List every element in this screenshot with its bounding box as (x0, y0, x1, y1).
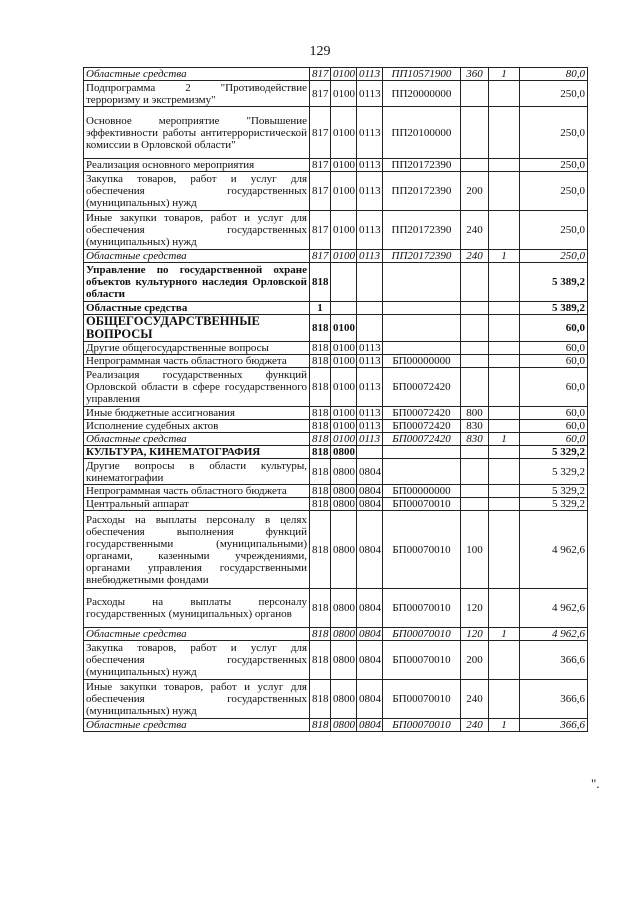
cell-source (489, 498, 520, 511)
cell-name: Областные средства (84, 433, 310, 446)
cell-ved: 818 (310, 407, 331, 420)
cell-rz: 0800 (331, 719, 357, 732)
table-row (84, 446, 588, 459)
cell-csr: ПП20100000 (383, 107, 461, 159)
table-row (84, 511, 588, 589)
cell-csr: ПП20000000 (383, 81, 461, 107)
cell-csr: БП00070010 (383, 641, 461, 680)
cell-ved: 818 (310, 446, 331, 459)
cell-source (489, 420, 520, 433)
cell-source (489, 81, 520, 107)
cell-source (489, 107, 520, 159)
table-row (84, 368, 588, 407)
table-row (84, 680, 588, 719)
cell-vr (461, 107, 489, 159)
cell-rz: 0800 (331, 459, 357, 485)
cell-name: Другие вопросы в области культуры, кинематографии (84, 459, 310, 485)
cell-name: Расходы на выплаты персоналу государственных (муниципальных) органов (84, 589, 310, 628)
cell-source (489, 302, 520, 315)
cell-sum: 250,0 (520, 159, 588, 172)
cell-ved: 818 (310, 641, 331, 680)
cell-rz: 0800 (331, 511, 357, 589)
cell-ved: 817 (310, 107, 331, 159)
cell-pr: 0804 (357, 485, 383, 498)
cell-pr: 0113 (357, 368, 383, 407)
cell-pr: 0804 (357, 459, 383, 485)
cell-pr (357, 446, 383, 459)
cell-source (489, 159, 520, 172)
cell-source (489, 511, 520, 589)
cell-source (489, 459, 520, 485)
cell-sum: 5 329,2 (520, 485, 588, 498)
cell-name: Областные средства (84, 302, 310, 315)
cell-pr (357, 315, 383, 342)
cell-vr: 240 (461, 719, 489, 732)
cell-rz: 0800 (331, 498, 357, 511)
cell-sum: 60,0 (520, 355, 588, 368)
cell-pr: 0804 (357, 641, 383, 680)
cell-pr: 0804 (357, 719, 383, 732)
table-row (84, 498, 588, 511)
cell-source (489, 211, 520, 250)
cell-ved: 818 (310, 589, 331, 628)
cell-sum: 4 962,6 (520, 589, 588, 628)
cell-vr (461, 302, 489, 315)
cell-ved: 818 (310, 680, 331, 719)
closing-quote-mark: ". (591, 776, 600, 791)
cell-sum: 60,0 (520, 315, 588, 342)
cell-ved: 817 (310, 68, 331, 81)
table-row (84, 485, 588, 498)
cell-name: Областные средства (84, 719, 310, 732)
cell-vr (461, 498, 489, 511)
cell-pr: 0113 (357, 355, 383, 368)
cell-name: Закупка товаров, работ и услуг для обеспечения государственных (муниципальных) нужд (84, 641, 310, 680)
cell-csr: ПП10571900 (383, 68, 461, 81)
table-row (84, 407, 588, 420)
cell-csr: БП00000000 (383, 355, 461, 368)
cell-vr (461, 263, 489, 302)
cell-name: Иные закупки товаров, работ и услуг для обеспечения государственных (муниципальных) нужд (84, 211, 310, 250)
cell-vr: 240 (461, 680, 489, 719)
cell-ved: 818 (310, 485, 331, 498)
cell-sum: 80,0 (520, 68, 588, 81)
cell-source (489, 172, 520, 211)
cell-ved: 818 (310, 420, 331, 433)
cell-source: 1 (489, 250, 520, 263)
cell-sum: 60,0 (520, 407, 588, 420)
cell-pr: 0113 (357, 159, 383, 172)
cell-source (489, 355, 520, 368)
cell-pr: 0113 (357, 407, 383, 420)
cell-vr (461, 459, 489, 485)
cell-vr: 200 (461, 172, 489, 211)
cell-name: Непрограммная часть областного бюджета (84, 355, 310, 368)
cell-csr: БП00000000 (383, 485, 461, 498)
cell-pr: 0804 (357, 628, 383, 641)
cell-vr (461, 485, 489, 498)
table-row (84, 211, 588, 250)
cell-name: Расходы на выплаты персоналу в целях обеспечения выполнения функций государственными (муниципальными) органами, казенными учреждениями, органами управления государственными внебюджетными фондами (84, 511, 310, 589)
cell-source: 1 (489, 628, 520, 641)
cell-source: 1 (489, 719, 520, 732)
cell-name: Другие общегосударственные вопросы (84, 342, 310, 355)
cell-pr: 0113 (357, 420, 383, 433)
cell-ved: 817 (310, 81, 331, 107)
cell-sum: 366,6 (520, 680, 588, 719)
cell-csr (383, 302, 461, 315)
cell-vr: 830 (461, 420, 489, 433)
cell-vr (461, 159, 489, 172)
cell-name: Реализация основного мероприятия (84, 159, 310, 172)
cell-vr: 100 (461, 511, 489, 589)
cell-rz (331, 302, 357, 315)
cell-ved: 817 (310, 159, 331, 172)
cell-ved: 817 (310, 250, 331, 263)
cell-name: Реализация государственных функций Орловской области в сфере государственного управления (84, 368, 310, 407)
cell-vr: 120 (461, 628, 489, 641)
table-row (84, 433, 588, 446)
table-row (84, 172, 588, 211)
cell-name: Непрограммная часть областного бюджета (84, 485, 310, 498)
cell-ved: 818 (310, 315, 331, 342)
cell-pr: 0804 (357, 498, 383, 511)
table-row (84, 628, 588, 641)
cell-sum: 250,0 (520, 81, 588, 107)
cell-pr (357, 302, 383, 315)
cell-csr: БП00070010 (383, 628, 461, 641)
cell-source (489, 407, 520, 420)
page-number: 129 (309, 44, 331, 59)
budget-table-body (84, 68, 588, 732)
cell-vr: 360 (461, 68, 489, 81)
cell-rz: 0800 (331, 641, 357, 680)
cell-sum: 366,6 (520, 641, 588, 680)
cell-ved: 818 (310, 459, 331, 485)
cell-rz: 0100 (331, 433, 357, 446)
cell-csr: БП00072420 (383, 420, 461, 433)
table-row (84, 420, 588, 433)
table-row (84, 342, 588, 355)
cell-sum: 5 389,2 (520, 302, 588, 315)
cell-pr: 0113 (357, 342, 383, 355)
cell-sum: 60,0 (520, 420, 588, 433)
budget-table (83, 67, 588, 732)
cell-pr: 0113 (357, 68, 383, 81)
cell-csr (383, 446, 461, 459)
cell-rz: 0100 (331, 355, 357, 368)
cell-rz: 0800 (331, 446, 357, 459)
cell-ved: 818 (310, 433, 331, 446)
cell-name: Иные бюджетные ассигнования (84, 407, 310, 420)
table-row (84, 81, 588, 107)
cell-sum: 4 962,6 (520, 628, 588, 641)
cell-ved: 818 (310, 498, 331, 511)
cell-vr: 120 (461, 589, 489, 628)
cell-sum: 5 389,2 (520, 263, 588, 302)
cell-name: Иные закупки товаров, работ и услуг для обеспечения государственных (муниципальных) нужд (84, 680, 310, 719)
cell-ved: 818 (310, 511, 331, 589)
cell-name: Областные средства (84, 250, 310, 263)
cell-sum: 250,0 (520, 250, 588, 263)
cell-sum: 250,0 (520, 107, 588, 159)
cell-name: Подпрограмма 2 "Противодействие терроризму и экстремизму" (84, 81, 310, 107)
cell-vr (461, 355, 489, 368)
cell-pr: 0113 (357, 107, 383, 159)
cell-csr: БП00070010 (383, 680, 461, 719)
cell-vr: 800 (461, 407, 489, 420)
cell-name: Управление по государственной охране объектов культурного наследия Орловской области (84, 263, 310, 302)
cell-name: Основное мероприятие "Повышение эффективности работы антитеррористической комиссии в Орловской области" (84, 107, 310, 159)
cell-source (489, 315, 520, 342)
cell-vr (461, 368, 489, 407)
table-row (84, 159, 588, 172)
cell-name: Центральный аппарат (84, 498, 310, 511)
cell-source (489, 485, 520, 498)
cell-source (489, 589, 520, 628)
table-row (84, 315, 588, 342)
cell-csr: БП00072420 (383, 368, 461, 407)
cell-rz: 0100 (331, 315, 357, 342)
cell-vr (461, 446, 489, 459)
cell-vr: 240 (461, 211, 489, 250)
cell-source (489, 342, 520, 355)
table-row (84, 107, 588, 159)
cell-csr (383, 459, 461, 485)
cell-rz: 0100 (331, 407, 357, 420)
cell-vr: 200 (461, 641, 489, 680)
cell-vr: 240 (461, 250, 489, 263)
table-row (84, 302, 588, 315)
cell-sum: 366,6 (520, 719, 588, 732)
cell-ved: 1 (310, 302, 331, 315)
cell-ved: 817 (310, 211, 331, 250)
cell-pr: 0113 (357, 250, 383, 263)
cell-rz: 0800 (331, 680, 357, 719)
cell-csr (383, 315, 461, 342)
cell-name: КУЛЬТУРА, КИНЕМАТОГРАФИЯ (84, 446, 310, 459)
cell-rz: 0800 (331, 485, 357, 498)
cell-rz: 0100 (331, 211, 357, 250)
cell-ved: 818 (310, 719, 331, 732)
cell-sum: 60,0 (520, 342, 588, 355)
cell-ved: 818 (310, 368, 331, 407)
cell-sum: 4 962,6 (520, 511, 588, 589)
cell-pr: 0113 (357, 211, 383, 250)
cell-rz: 0100 (331, 159, 357, 172)
cell-csr (383, 342, 461, 355)
cell-rz: 0800 (331, 628, 357, 641)
cell-csr: БП00070010 (383, 498, 461, 511)
cell-source (489, 680, 520, 719)
table-row (84, 68, 588, 81)
cell-source (489, 368, 520, 407)
cell-source (489, 641, 520, 680)
cell-csr: ПП20172390 (383, 159, 461, 172)
cell-rz: 0100 (331, 107, 357, 159)
cell-sum: 250,0 (520, 211, 588, 250)
cell-rz (331, 263, 357, 302)
cell-csr: ПП20172390 (383, 250, 461, 263)
cell-pr: 0804 (357, 589, 383, 628)
cell-pr: 0113 (357, 433, 383, 446)
cell-name: Областные средства (84, 68, 310, 81)
table-row (84, 263, 588, 302)
cell-csr (383, 263, 461, 302)
cell-ved: 817 (310, 172, 331, 211)
cell-sum: 250,0 (520, 172, 588, 211)
table-row (84, 355, 588, 368)
cell-rz: 0100 (331, 342, 357, 355)
cell-ved: 818 (310, 342, 331, 355)
cell-vr (461, 315, 489, 342)
cell-csr: ПП20172390 (383, 172, 461, 211)
cell-name: ОБЩЕГОСУДАРСТВЕННЫЕ ВОПРОСЫ (84, 315, 310, 342)
cell-name: Исполнение судебных актов (84, 420, 310, 433)
cell-sum: 5 329,2 (520, 498, 588, 511)
cell-sum: 5 329,2 (520, 446, 588, 459)
cell-pr: 0113 (357, 172, 383, 211)
table-row (84, 719, 588, 732)
cell-rz: 0100 (331, 81, 357, 107)
table-row (84, 459, 588, 485)
cell-pr: 0804 (357, 680, 383, 719)
cell-csr: БП00072420 (383, 407, 461, 420)
cell-sum: 5 329,2 (520, 459, 588, 485)
cell-csr: БП00072420 (383, 433, 461, 446)
cell-ved: 818 (310, 355, 331, 368)
cell-sum: 60,0 (520, 433, 588, 446)
cell-pr: 0804 (357, 511, 383, 589)
cell-ved: 818 (310, 628, 331, 641)
cell-rz: 0100 (331, 172, 357, 211)
cell-rz: 0100 (331, 68, 357, 81)
cell-sum: 60,0 (520, 368, 588, 407)
cell-source: 1 (489, 433, 520, 446)
cell-source: 1 (489, 68, 520, 81)
cell-name: Областные средства (84, 628, 310, 641)
cell-csr: БП00070010 (383, 589, 461, 628)
cell-source (489, 446, 520, 459)
cell-ved: 818 (310, 263, 331, 302)
cell-csr: БП00070010 (383, 511, 461, 589)
cell-vr (461, 342, 489, 355)
cell-rz: 0100 (331, 420, 357, 433)
table-row (84, 250, 588, 263)
cell-vr: 830 (461, 433, 489, 446)
cell-source (489, 263, 520, 302)
cell-rz: 0100 (331, 250, 357, 263)
cell-rz: 0800 (331, 589, 357, 628)
cell-pr (357, 263, 383, 302)
table-row (84, 641, 588, 680)
cell-csr: ПП20172390 (383, 211, 461, 250)
cell-csr: БП00070010 (383, 719, 461, 732)
table-row (84, 589, 588, 628)
cell-vr (461, 81, 489, 107)
cell-rz: 0100 (331, 368, 357, 407)
cell-name: Закупка товаров, работ и услуг для обеспечения государственных (муниципальных) нужд (84, 172, 310, 211)
cell-pr: 0113 (357, 81, 383, 107)
